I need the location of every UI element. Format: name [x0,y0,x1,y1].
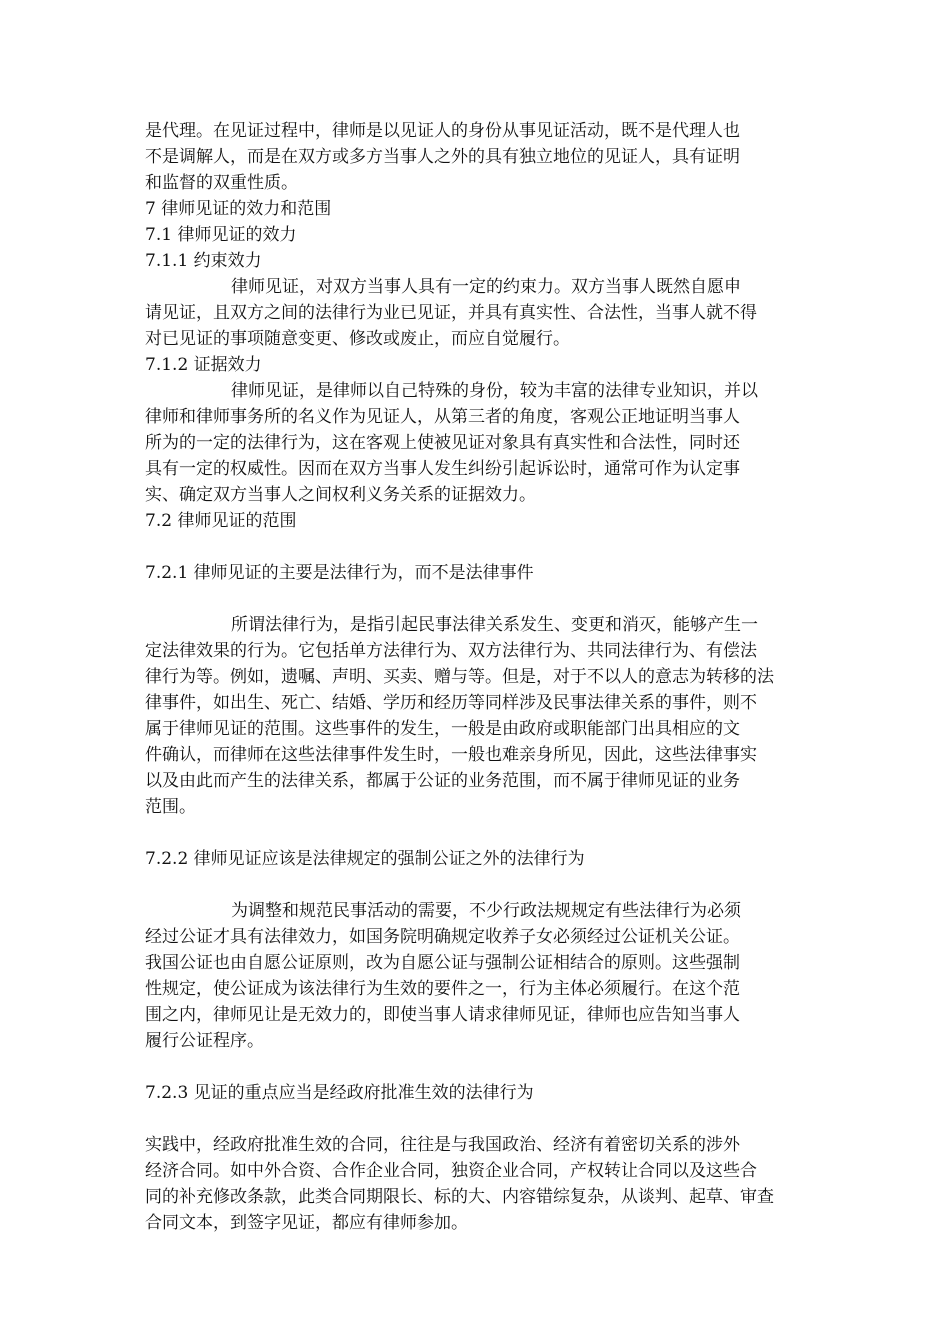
text-line: 请见证，且双方之间的法律行为业已见证，并具有真实性、合法性，当事人就不得 [145,303,757,323]
text-line: 不是调解人，而是在双方或多方当事人之外的具有独立地位的见证人，具有证明 [145,147,740,167]
text-line: 具有一定的权威性。因而在双方当事人发生纠纷引起诉讼时，通常可作为认定事 [145,459,740,479]
text-line: 为调整和规范民事活动的需要，不少行政法规规定有些法律行为必须 [231,901,741,921]
paragraph-government-approval [145,1132,810,1236]
heading-7-1-1: 7.1.1 约束效力 [145,251,262,271]
heading-7-1: 7.1 律师见证的效力 [145,225,297,245]
text-line: 是代理。在见证过程中，律师是以见证人的身份从事见证活动，既不是代理人也 [145,121,740,141]
text-line: 所谓法律行为，是指引起民事法律关系发生、变更和消灭，能够产生一 [231,615,758,635]
paragraph-legal-acts [145,612,810,820]
spacer [145,1106,810,1132]
text-line: 以及由此而产生的法律关系，都属于公证的业务范围，而不属于律师见证的业务 [145,771,740,791]
heading-7-2-1: 7.2.1 律师见证的主要是法律行为，而不是法律事件 [145,563,534,583]
text-line: 律行为等。例如，遗嘱、声明、买卖、赠与等。但是，对于不以人的意志为转移的法 [145,667,774,687]
text-line: 履行公证程序。 [145,1031,264,1051]
text-line: 所为的一定的法律行为，这在客观上使被见证对象具有真实性和合法性，同时还 [145,433,740,453]
text-line: 性规定，使公证成为该法律行为生效的要件之一，行为主体必须履行。在这个范 [145,979,740,999]
heading-7-2-3: 7.2.3 见证的重点应当是经政府批准生效的法律行为 [145,1083,534,1103]
text-line: 律师见证，对双方当事人具有一定的约束力。双方当事人既然自愿申 [231,277,741,297]
text-line: 经济合同。如中外合资、合作企业合同，独资企业合同，产权转让合同以及这些合 [145,1161,757,1181]
paragraph-evidence-effect [145,378,810,508]
heading-7-1-2: 7.1.2 证据效力 [145,355,262,375]
spacer [145,872,810,898]
text-line: 和监督的双重性质。 [145,173,298,193]
text-line: 同的补充修改条款，此类合同期限长、标的大、内容错综复杂，从谈判、起草、审查 [145,1187,774,1207]
spacer [145,1054,810,1080]
text-line: 范围。 [145,797,196,817]
text-line: 定法律效果的行为。它包括单方法律行为、双方法律行为、共同法律行为、有偿法 [145,641,757,661]
text-line: 律师见证，是律师以自己特殊的身份，较为丰富的法律专业知识，并以 [231,381,758,401]
spacer [145,820,810,846]
spacer [145,534,810,560]
spacer [145,586,810,612]
text-line: 围之内，律师见让是无效力的，即使当事人请求律师见证，律师也应告知当事人 [145,1005,740,1025]
text-line: 合同文本，到签字见证，都应有律师参加。 [145,1213,468,1233]
text-line: 实践中，经政府批准生效的合同，往往是与我国政治、经济有着密切关系的涉外 [145,1135,740,1155]
text-line: 属于律师见证的范围。这些事件的发生，一般是由政府或职能部门出具相应的文 [145,719,740,739]
text-line: 对已见证的事项随意变更、修改或废止，而应自觉履行。 [145,329,570,349]
paragraph-binding-effect [145,274,810,352]
heading-7: 7 律师见证的效力和范围 [145,199,332,219]
text-line: 经过公证才具有法律效力，如国务院明确规定收养子女必须经过公证机关公证。 [145,927,740,947]
paragraph-intro [145,118,810,196]
heading-7-2: 7.2 律师见证的范围 [145,511,297,531]
paragraph-mandatory-notarization [145,898,810,1054]
heading-7-2-2: 7.2.2 律师见证应该是法律规定的强制公证之外的法律行为 [145,849,585,869]
text-line: 件确认，而律师在这些法律事件发生时，一般也难亲身所见，因此，这些法律事实 [145,745,757,765]
text-line: 律事件，如出生、死亡、结婚、学历和经历等同样涉及民事法律关系的事件，则不 [145,693,757,713]
text-line: 实、确定双方当事人之间权利义务关系的证据效力。 [145,485,536,505]
text-line: 我国公证也由自愿公证原则，改为自愿公证与强制公证相结合的原则。这些强制 [145,953,740,973]
text-line: 律师和律师事务所的名义作为见证人，从第三者的角度，客观公正地证明当事人 [145,407,740,427]
document-body [145,118,810,1236]
